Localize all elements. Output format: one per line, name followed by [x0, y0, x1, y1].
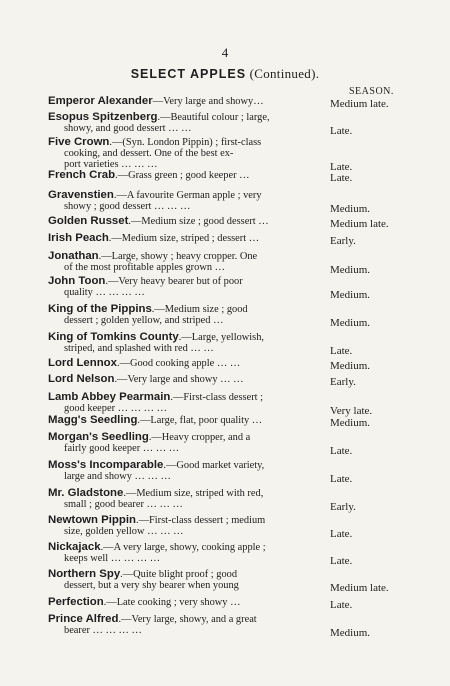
apple-description-continued: fairly good keeper … … …: [64, 443, 180, 454]
apple-description-continued: bearer … … … …: [64, 625, 142, 636]
apple-description-continued: keeps well … … … …: [64, 553, 161, 564]
apple-season: Medium.: [330, 627, 371, 639]
apple-description: .—Good market variety,: [163, 460, 265, 471]
apple-name: Irish Peach: [48, 232, 109, 244]
apple-season: Medium.: [330, 289, 371, 301]
apple-name: Emperor Alexander: [48, 95, 153, 107]
apple-season: Late.: [330, 172, 353, 184]
apple-description: .—Quite blight proof ; good: [120, 569, 238, 580]
apple-season: Medium.: [330, 417, 371, 429]
apple-name: Jonathan: [48, 250, 99, 262]
apple-description-continued: dessert ; golden yellow, and striped …: [64, 315, 224, 326]
apple-name: Gravenstien: [48, 189, 114, 201]
apple-description: .—Heavy cropper, and a: [148, 432, 251, 443]
apple-season: Medium.: [330, 360, 371, 372]
apple-description: .—Beautiful colour ; large,: [157, 112, 270, 123]
apple-description: .—Large, yellowish,: [178, 332, 265, 343]
apple-description-continued: port varieties … … …: [64, 159, 158, 170]
apple-name: French Crab: [48, 169, 116, 181]
entry-first-line: [48, 215, 269, 228]
apple-description: .—Grass green ; good keeper …: [115, 170, 250, 181]
apple-season: Early.: [330, 501, 356, 513]
apple-description: .—Very large, showy, and a great: [118, 614, 257, 625]
apple-name: Lord Lennox: [48, 357, 117, 369]
page-number: 4: [221, 45, 229, 60]
apple-description-continued: showy ; good dessert … … …: [64, 201, 191, 212]
apple-description: .—Very large and showy … …: [114, 374, 244, 385]
apple-season: Late.: [330, 528, 353, 540]
entry-first-line: [48, 232, 259, 245]
apple-description: .—Medium size ; good dessert …: [128, 216, 269, 227]
apple-name: John Toon: [48, 275, 106, 287]
heading-title: SELECT APPLES: [130, 67, 247, 81]
apple-description-continued: dessert, but a very shy bearer when young: [64, 580, 239, 591]
apple-season: Late.: [330, 125, 353, 137]
apple-season: Medium.: [330, 317, 371, 329]
apple-description: .—(Syn. London Pippin) ; first-class: [109, 137, 262, 148]
apple-name: Newtown Pippin: [48, 514, 136, 526]
apple-season: Late.: [330, 473, 353, 485]
apple-description: .—Very heavy bearer but of poor: [105, 276, 243, 287]
entry-first-line: [48, 596, 241, 609]
apple-description: .—Medium size ; good: [151, 304, 248, 315]
apple-season: Early.: [330, 235, 356, 247]
apple-description: .—A very large, showy, cooking apple ;: [100, 542, 266, 553]
apple-name: Moss's Incomparable: [48, 459, 164, 471]
apple-description: .—Large, flat, poor quality …: [137, 415, 263, 426]
entry-first-line: [48, 357, 240, 370]
entry-first-line: [48, 169, 250, 182]
apple-description: .—A favourite German apple ; very: [113, 190, 262, 201]
apple-description: .—Medium size, striped ; dessert …: [108, 233, 260, 244]
apple-season: Very late.: [330, 405, 373, 417]
apple-name: Morgan's Seedling: [48, 431, 149, 443]
apple-season: Early.: [330, 376, 356, 388]
entry-first-line: [48, 95, 264, 108]
apple-name: Lord Nelson: [48, 373, 115, 385]
apple-description-continued: large and showy … … …: [64, 471, 171, 482]
apple-season: Late.: [330, 555, 353, 567]
apple-description: .—Good cooking apple … …: [116, 358, 241, 369]
apple-description: —Very large and showy…: [152, 96, 264, 107]
season-column-header: SEASON.: [349, 86, 394, 97]
apple-description-continued: cooking, and dessert. One of the best ex-: [64, 148, 234, 159]
apple-name: Mr. Gladstone: [48, 487, 124, 499]
apple-name: Prince Alfred: [48, 613, 119, 625]
apple-description-continued: quality … … … …: [64, 287, 145, 298]
apple-description: .—Medium size, striped with red,: [123, 488, 264, 499]
apple-name: Esopus Spitzenberg: [48, 111, 158, 123]
apple-description-continued: size, golden yellow … … …: [64, 526, 184, 537]
apple-description-continued: showy, and good dessert … …: [64, 123, 192, 134]
apple-description-continued: small ; good bearer … … …: [64, 499, 183, 510]
apple-season: Medium late.: [330, 218, 389, 230]
heading-subtitle: (Continued).: [249, 66, 320, 81]
apple-season: Medium late.: [330, 98, 389, 110]
apple-name: King of Tomkins County: [48, 331, 179, 343]
apple-description: .—First-class dessert ; medium: [135, 515, 266, 526]
apple-description-continued: good keeper … … … …: [64, 403, 168, 414]
apple-season: Medium.: [330, 264, 371, 276]
apple-name: Northern Spy: [48, 568, 121, 580]
apple-description: .—Large, showy ; heavy cropper. One: [98, 251, 258, 262]
apple-season: Late.: [330, 445, 353, 457]
apple-name: Perfection: [48, 596, 104, 608]
apple-name: Five Crown: [48, 136, 110, 148]
entry-first-line: [48, 414, 262, 427]
apple-season: Late.: [330, 161, 353, 173]
apple-season: Late.: [330, 599, 353, 611]
entry-first-line: [48, 373, 244, 386]
apple-name: Nickajack: [48, 541, 101, 553]
apple-season: Late.: [330, 345, 353, 357]
apple-name: King of the Pippins: [48, 303, 152, 315]
apple-season: Medium.: [330, 203, 371, 215]
apple-description: .—Late cooking ; very showy …: [103, 597, 241, 608]
page-heading: [0, 66, 450, 82]
apple-name: Golden Russet: [48, 215, 129, 227]
apple-name: Magg's Seedling: [48, 414, 138, 426]
apple-name: Lamb Abbey Pearmain: [48, 391, 171, 403]
apple-season: Medium late.: [330, 582, 389, 594]
apple-description: .—First-class dessert ;: [170, 392, 264, 403]
apple-description-continued: striped, and splashed with red … …: [64, 343, 214, 354]
apple-description-continued: of the most profitable apples grown …: [64, 262, 226, 273]
